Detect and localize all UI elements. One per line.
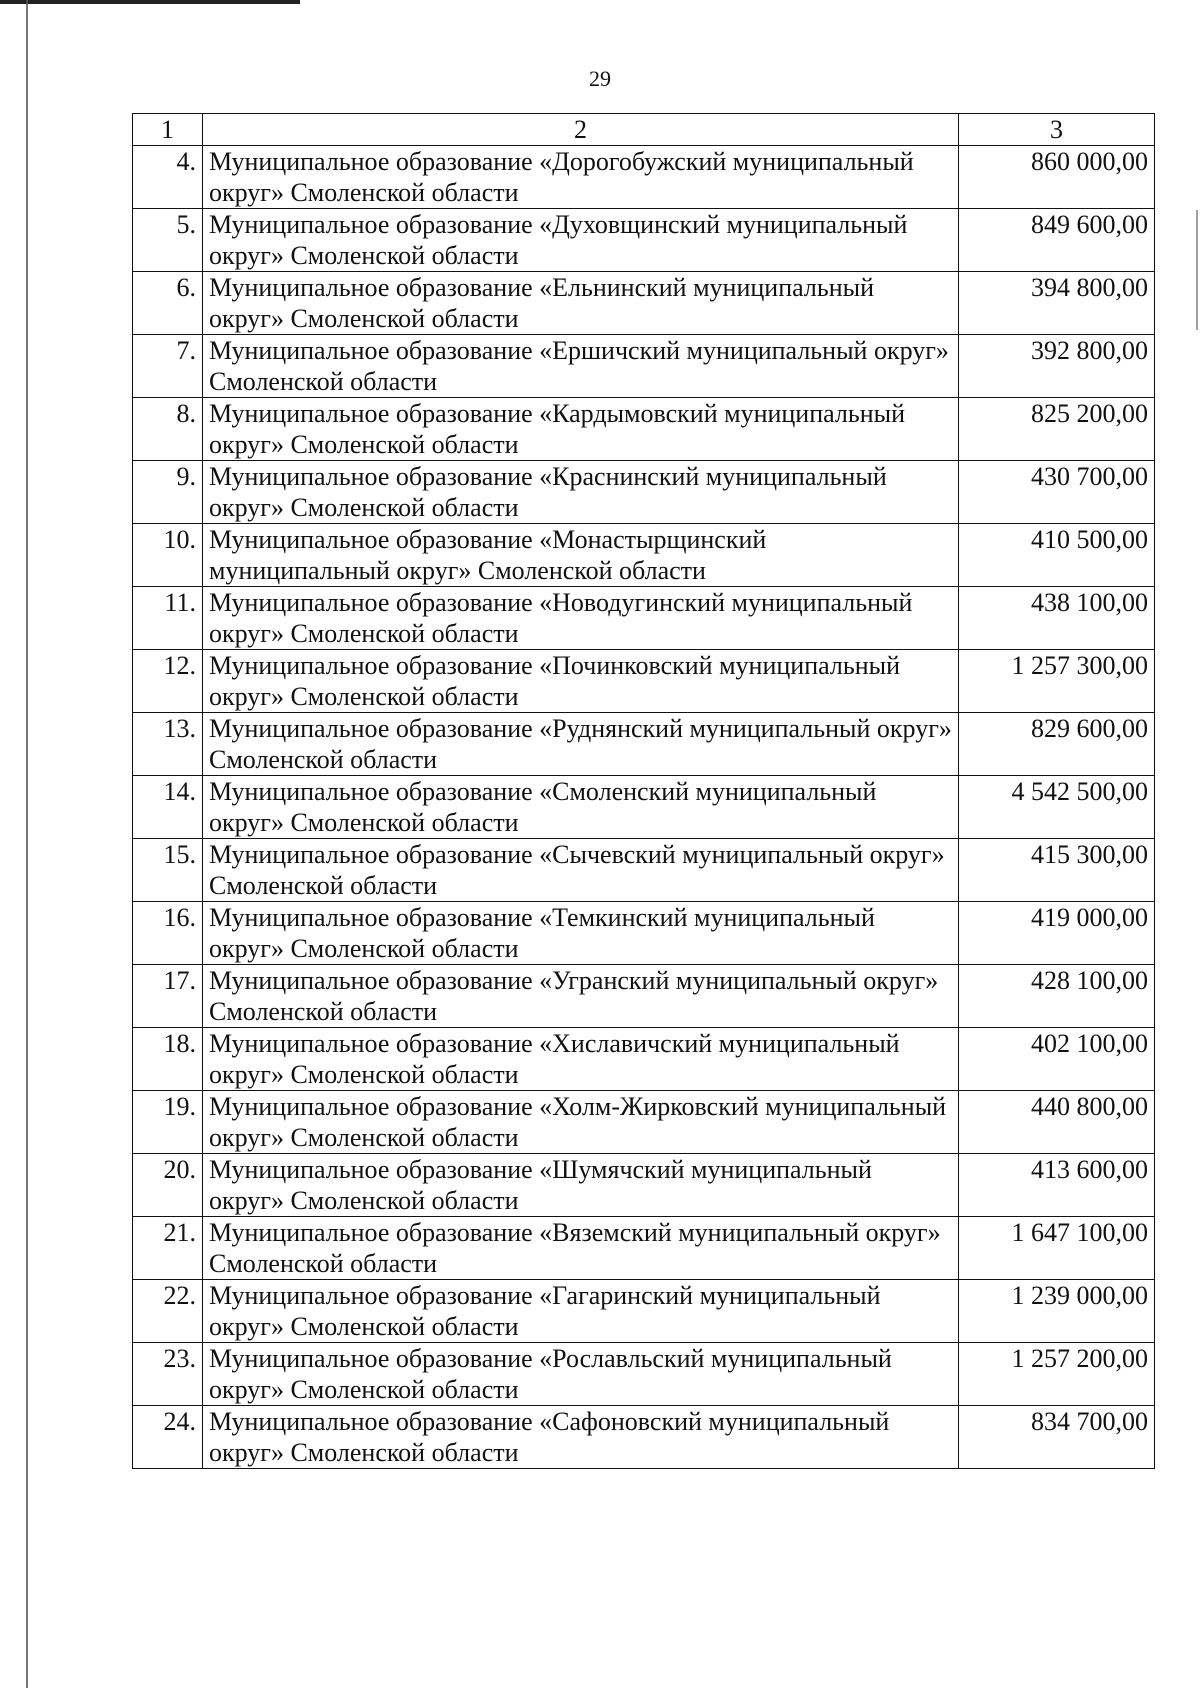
row-number: 23. (133, 1343, 203, 1406)
row-number: 5. (133, 209, 203, 272)
allocation-table (132, 113, 1155, 1469)
amount-value: 430 700,00 (959, 461, 1155, 524)
amount-value: 438 100,00 (959, 587, 1155, 650)
municipality-name: Муниципальное образование «Рославльский муниципальный округ» Смоленской области (203, 1343, 959, 1406)
table-row (133, 524, 1155, 587)
table-row (133, 587, 1155, 650)
row-number: 13. (133, 713, 203, 776)
scan-mark-right (1196, 210, 1198, 330)
table-row (133, 713, 1155, 776)
row-number: 15. (133, 839, 203, 902)
column-header-2: 2 (203, 114, 959, 146)
municipality-name: Муниципальное образование «Вяземский муниципальный округ» Смоленской области (203, 1217, 959, 1280)
municipality-name: Муниципальное образование «Угранский муниципальный округ» Смоленской области (203, 965, 959, 1028)
municipality-name: Муниципальное образование «Гагаринский муниципальный округ» Смоленской области (203, 1280, 959, 1343)
municipality-name: Муниципальное образование «Шумячский муниципальный округ» Смоленской области (203, 1154, 959, 1217)
row-number: 22. (133, 1280, 203, 1343)
amount-value: 834 700,00 (959, 1406, 1155, 1469)
row-number: 17. (133, 965, 203, 1028)
table-row (133, 272, 1155, 335)
amount-value: 1 257 200,00 (959, 1343, 1155, 1406)
row-number: 10. (133, 524, 203, 587)
table-row (133, 902, 1155, 965)
amount-value: 4 542 500,00 (959, 776, 1155, 839)
amount-value: 415 300,00 (959, 839, 1155, 902)
municipality-name: Муниципальное образование «Кардымовский муниципальный округ» Смоленской области (203, 398, 959, 461)
row-number: 19. (133, 1091, 203, 1154)
amount-value: 1 647 100,00 (959, 1217, 1155, 1280)
row-number: 6. (133, 272, 203, 335)
municipality-name: Муниципальное образование «Ершичский муниципальный округ» Смоленской области (203, 335, 959, 398)
table-body (133, 146, 1155, 1469)
row-number: 12. (133, 650, 203, 713)
municipality-name: Муниципальное образование «Смоленский муниципальный округ» Смоленской области (203, 776, 959, 839)
row-number: 4. (133, 146, 203, 209)
table-row (133, 1343, 1155, 1406)
municipality-name: Муниципальное образование «Краснинский муниципальный округ» Смоленской области (203, 461, 959, 524)
municipality-name: Муниципальное образование «Дорогобужский муниципальный округ» Смоленской области (203, 146, 959, 209)
page-number: 29 (589, 66, 611, 91)
amount-value: 1 239 000,00 (959, 1280, 1155, 1343)
table-row (133, 1280, 1155, 1343)
municipality-name: Муниципальное образование «Руднянский муниципальный округ» Смоленской области (203, 713, 959, 776)
amount-value: 392 800,00 (959, 335, 1155, 398)
table-row (133, 650, 1155, 713)
municipality-name: Муниципальное образование «Сафоновский муниципальный округ» Смоленской области (203, 1406, 959, 1469)
table-row (133, 1217, 1155, 1280)
row-number: 16. (133, 902, 203, 965)
amount-value: 419 000,00 (959, 902, 1155, 965)
row-number: 24. (133, 1406, 203, 1469)
table-row (133, 1091, 1155, 1154)
table-row (133, 1406, 1155, 1469)
amount-value: 825 200,00 (959, 398, 1155, 461)
amount-value: 402 100,00 (959, 1028, 1155, 1091)
amount-value: 860 000,00 (959, 146, 1155, 209)
municipality-name: Муниципальное образование «Новодугинский муниципальный округ» Смоленской области (203, 587, 959, 650)
column-header-1: 1 (133, 114, 203, 146)
amount-value: 428 100,00 (959, 965, 1155, 1028)
table-row (133, 1028, 1155, 1091)
municipality-name: Муниципальное образование «Сычевский муниципальный округ» Смоленской области (203, 839, 959, 902)
municipality-name: Муниципальное образование «Темкинский муниципальный округ» Смоленской области (203, 902, 959, 965)
amount-value: 1 257 300,00 (959, 650, 1155, 713)
municipality-name: Муниципальное образование «Хиславичский муниципальный округ» Смоленской области (203, 1028, 959, 1091)
amount-value: 413 600,00 (959, 1154, 1155, 1217)
municipality-name: Муниципальное образование «Монастырщинский муниципальный округ» Смоленской области (203, 524, 959, 587)
table-row (133, 1154, 1155, 1217)
row-number: 9. (133, 461, 203, 524)
table-row (133, 398, 1155, 461)
amount-value: 849 600,00 (959, 209, 1155, 272)
municipality-name: Муниципальное образование «Ельнинский муниципальный округ» Смоленской области (203, 272, 959, 335)
table-row (133, 776, 1155, 839)
row-number: 8. (133, 398, 203, 461)
table-row (133, 146, 1155, 209)
table-header-row (133, 114, 1155, 146)
table-row (133, 209, 1155, 272)
table-row (133, 839, 1155, 902)
amount-value: 394 800,00 (959, 272, 1155, 335)
table-row (133, 965, 1155, 1028)
amount-value: 410 500,00 (959, 524, 1155, 587)
scan-border-top (0, 0, 300, 4)
amount-value: 440 800,00 (959, 1091, 1155, 1154)
municipality-name: Муниципальное образование «Починковский муниципальный округ» Смоленской области (203, 650, 959, 713)
row-number: 21. (133, 1217, 203, 1280)
row-number: 14. (133, 776, 203, 839)
row-number: 18. (133, 1028, 203, 1091)
row-number: 11. (133, 587, 203, 650)
column-header-3: 3 (959, 114, 1155, 146)
municipality-name: Муниципальное образование «Духовщинский муниципальный округ» Смоленской области (203, 209, 959, 272)
scan-border-left (26, 0, 28, 1688)
table-row (133, 335, 1155, 398)
municipality-name: Муниципальное образование «Холм-Жирковский муниципальный округ» Смоленской области (203, 1091, 959, 1154)
row-number: 7. (133, 335, 203, 398)
row-number: 20. (133, 1154, 203, 1217)
amount-value: 829 600,00 (959, 713, 1155, 776)
table-row (133, 461, 1155, 524)
